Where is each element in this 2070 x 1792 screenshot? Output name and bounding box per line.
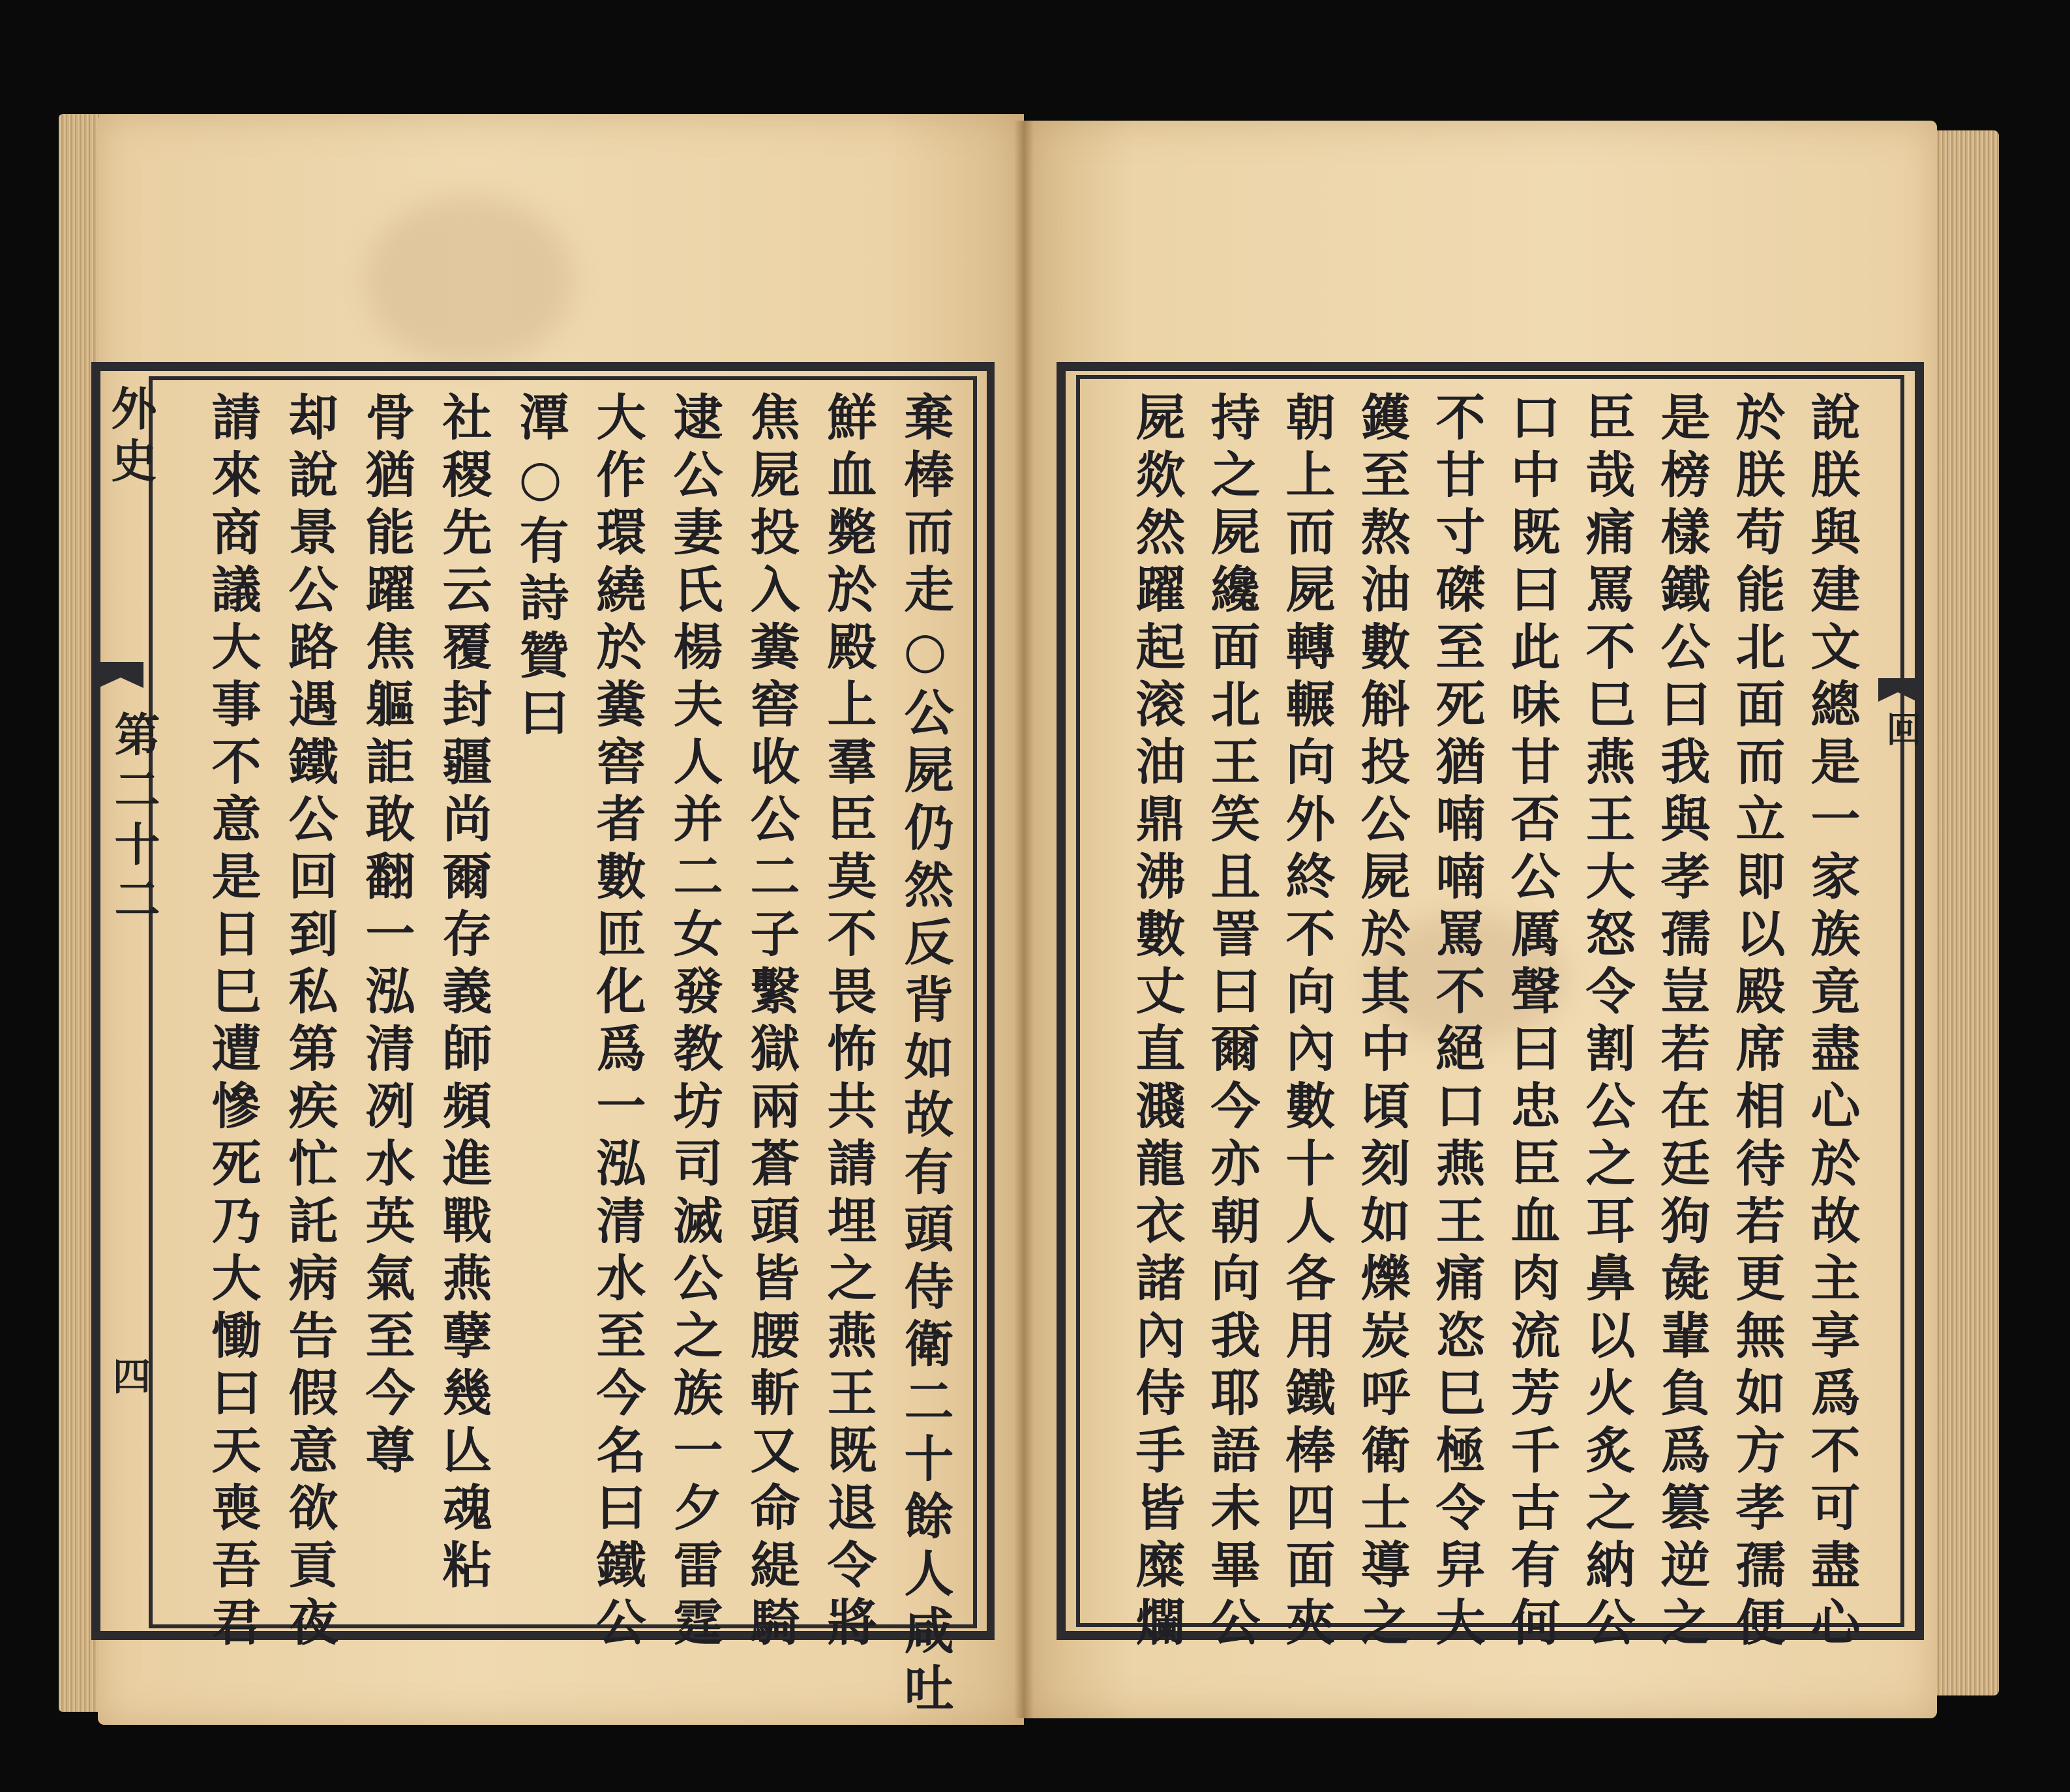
text-column: 焦屍投入糞窖收公二子繫獄兩蒼頭皆腰斬又命緹騎: [742, 391, 800, 1654]
text-column: 骨猶能躍焦軀詎敢翻一泓清冽水英氣至今尊: [357, 391, 415, 1482]
text-column: 說朕與建文總是一家族竟盡心於故主享爲不可盡心: [1803, 391, 1861, 1654]
text-column: 不甘寸磔至死猶喃喃罵不絕口燕王痛恣巳極令舁大: [1428, 391, 1486, 1654]
text-column: 持之屍纔面北王笑且詈曰爾今亦朝向我耶語未畢公: [1203, 391, 1261, 1654]
right-page-edges: [1930, 130, 1999, 1695]
text-column: 朝上而屍轉輾向外終不向內數十人各用鐵棒四面夾: [1278, 391, 1336, 1654]
text-column: 大作環繞於糞窖者數匝化爲一泓清水至今名曰鐵公: [588, 391, 646, 1654]
book-gutter: [1014, 121, 1034, 1718]
text-column: 逮公妻氏楊夫人并二女發教坊司滅公之族一夕雷霆: [665, 391, 723, 1654]
text-column: 棄棒而走○公屍仍然反背如故有頭侍衛二十餘人咸吐: [896, 391, 954, 1720]
book-title-margin: 外史: [104, 385, 158, 489]
text-column: 鑊至熬油數斛投公屍於其中頃刻如爍炭呼衛士導之: [1353, 391, 1411, 1654]
text-column: 是榜樣鐵公曰我與孝孺豈若在廷狗彘輩負爲篡逆之: [1653, 391, 1711, 1654]
text-column: 潭○有詩贊曰: [511, 391, 569, 744]
text-column: 鮮血斃於殿上羣臣莫不畏怖共請埋之燕王既退令將: [819, 391, 877, 1654]
text-column: 臣哉痛罵不巳燕王大怒令割公之耳鼻以火炙之納公: [1578, 391, 1636, 1654]
text-column: 屍欻然躍起滚油鼎沸數丈直濺龍衣諸內侍手皆糜爛: [1128, 391, 1186, 1654]
text-column: 口中既曰此味甘否公厲聲曰忠臣血肉流芳千古有何: [1503, 391, 1561, 1654]
text-column: 請來商議大事不意是日巳遭慘死乃大慟曰天喪吾君: [203, 391, 262, 1654]
chapter-number: 第二十二: [107, 711, 161, 930]
text-column: 於朕苟能北面而立即以殿席相待若更無如方孝孺便: [1728, 391, 1786, 1654]
text-column: 社稷先云覆封疆尚爾存義師頻進戰燕孽幾亾魂粘: [434, 391, 492, 1596]
chapter-margin-label: 回: [1881, 711, 1923, 746]
paper-stain: [365, 196, 574, 365]
page-number: 四: [106, 1356, 151, 1394]
text-column: 却說景公路遇鐵公回到私第疾忙託病告假意欲貢夜: [280, 391, 338, 1654]
